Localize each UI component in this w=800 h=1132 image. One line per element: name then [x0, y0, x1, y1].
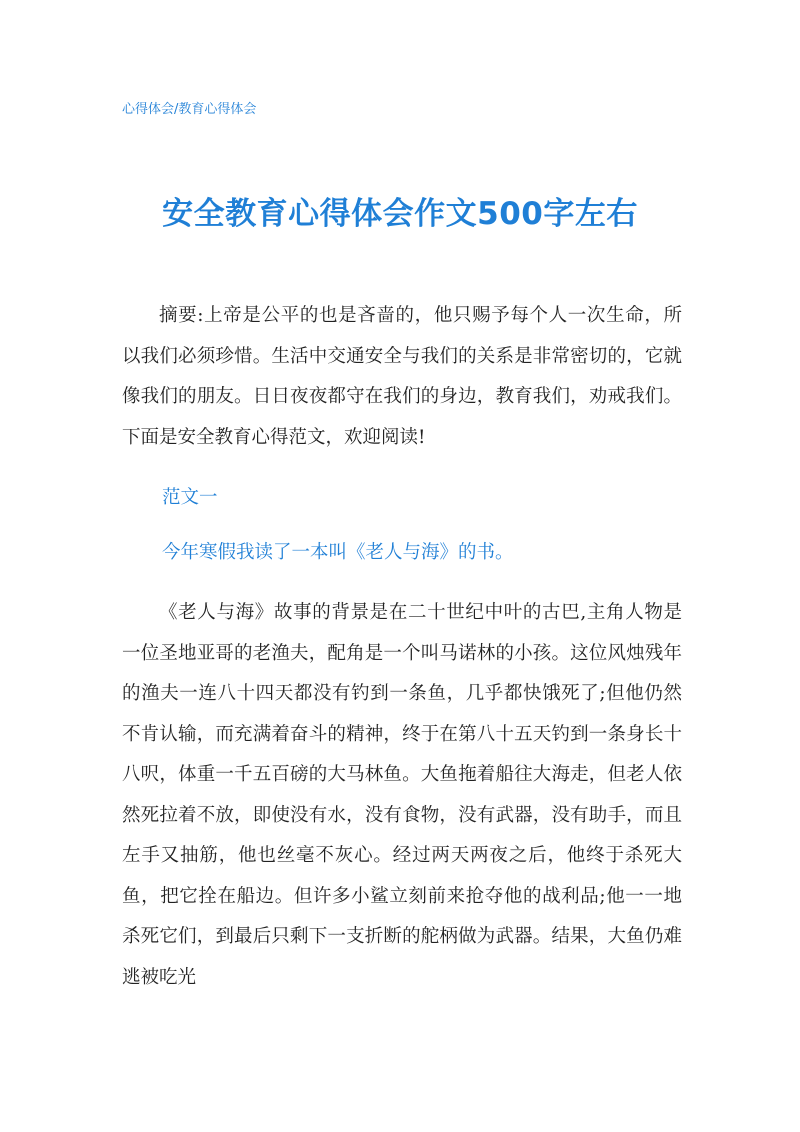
- breadcrumb[interactable]: 心得体会/教育心得体会: [122, 102, 257, 117]
- section-subheading: 今年寒假我读了一本叫《老人与海》的书。: [162, 542, 514, 563]
- page-title: 安全教育心得体会作文500字左右: [162, 196, 638, 232]
- section-heading: 范文一: [162, 487, 218, 508]
- story-paragraph: 《老人与海》故事的背景是在二十世纪中叶的古巴,主角人物是一位圣地亚哥的老渔夫，配角是一个叫马诺林的小孩。这位风烛残年的渔夫一连八十四天都没有钓到一条鱼，几乎都快饿死了;但他仍然不肯认输，而充满着奋斗的精神，终于在第八十五天钓到一条身长十八呎，体重一千五百磅的大马林鱼。大鱼拖着船往大海走，但老人依然死拉着不放，即使没有水，没有食物，没有武器，没有助手，而且左手又抽筋，他也丝毫不灰心。经过两天两夜之后，他终于杀死大鱼，把它拴在船边。但许多小鲨立刻前来抢夺他的战利品;他一一地杀死它们，到最后只剩下一支折断的舵柄做为武器。结果，大鱼仍难逃被吃光: [122, 602, 682, 988]
- abstract-paragraph: 摘要:上帝是公平的也是吝啬的，他只赐予每个人一次生命，所以我们必须珍惜。生活中交通安全与我们的关系是非常密切的，它就像我们的朋友。日日夜夜都守在我们的身边，教育我们，劝戒我们。下面是安全教育心得范文，欢迎阅读!: [122, 305, 682, 448]
